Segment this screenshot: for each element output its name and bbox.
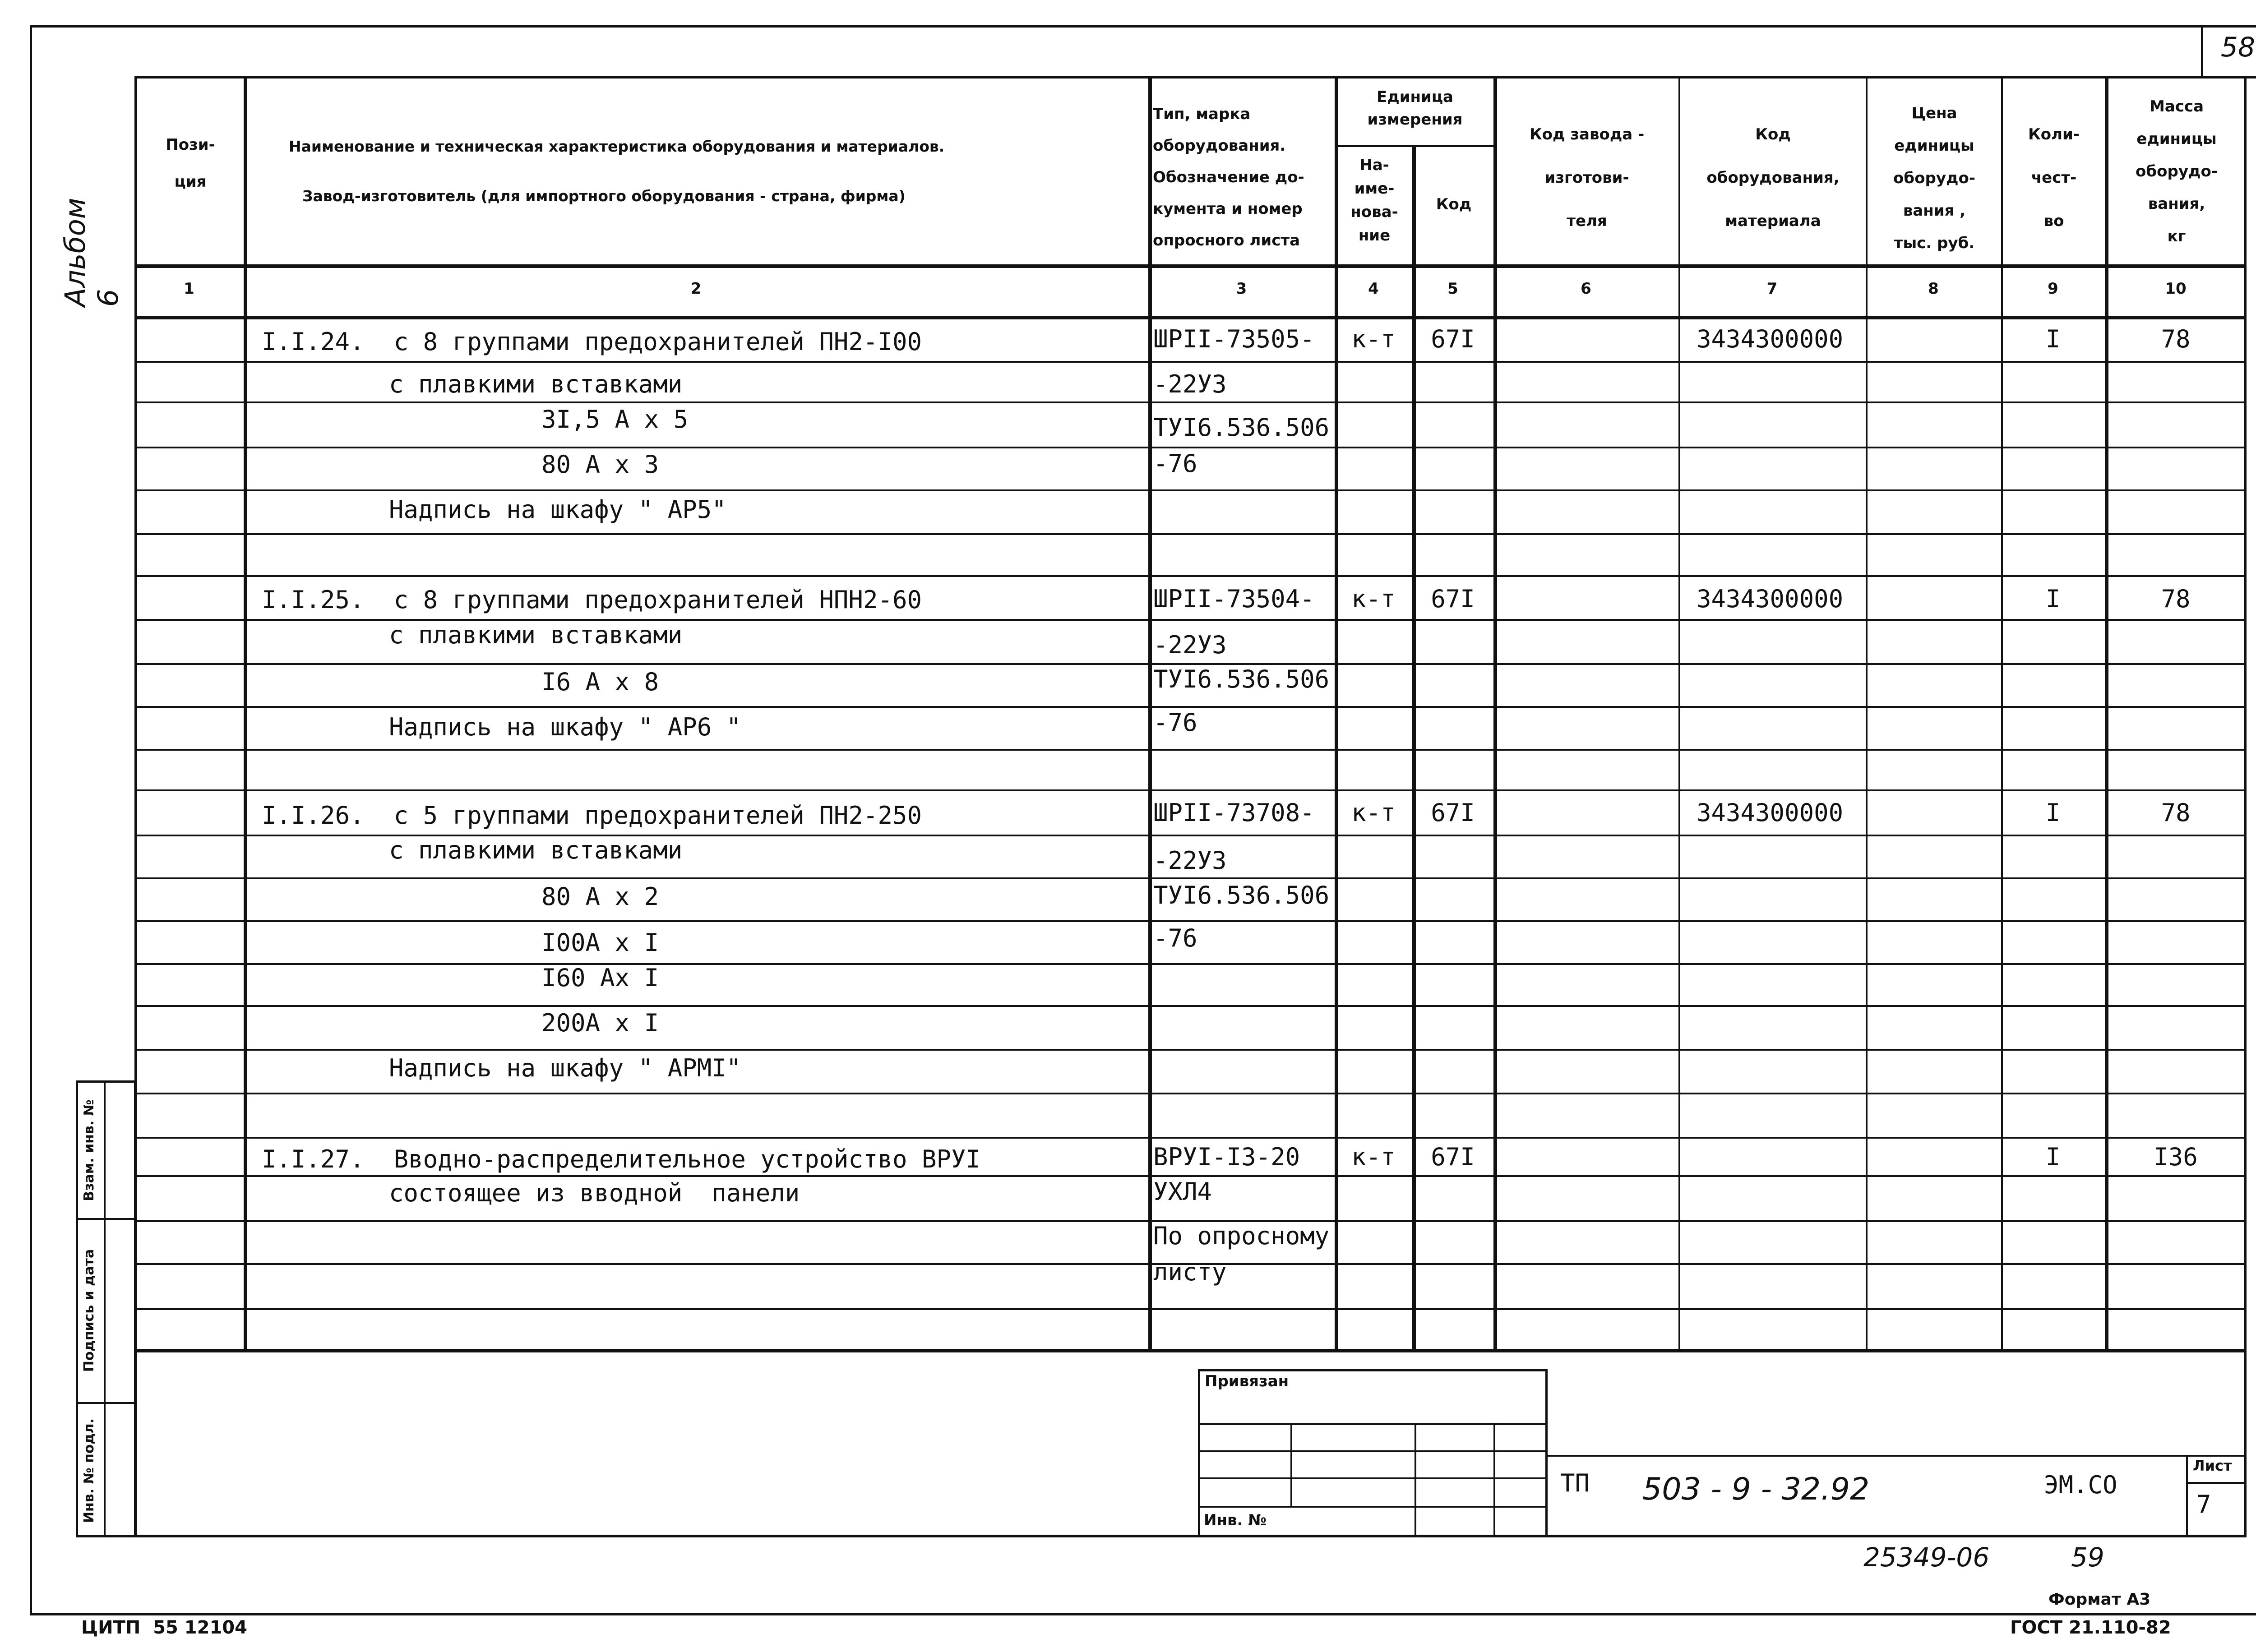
row-name: 80 А х 3 <box>541 450 659 479</box>
row-line <box>134 1049 2247 1051</box>
header-col6: Код завода - изготови- теля <box>1529 125 1645 230</box>
colnum-10: 10 <box>2165 280 2187 298</box>
row-mass: 78 <box>2161 325 2191 353</box>
row-code: 67I <box>1431 798 1475 827</box>
header-col3: Тип, марка оборудования. Обозначение до- кумента и номер опросного листа <box>1153 105 1304 249</box>
row-line <box>134 920 2247 922</box>
table-body-bottom-line <box>134 1349 2247 1352</box>
tb-vline <box>1493 1423 1495 1537</box>
colnum-1: 1 <box>184 280 194 298</box>
row-line <box>134 706 2247 708</box>
side-stamp-line <box>76 1218 136 1220</box>
row-code: 67I <box>1431 585 1475 613</box>
archive-number: 25349-06 <box>1863 1542 1990 1573</box>
row-line <box>134 575 2247 577</box>
header-col10: Масса единицы оборудо- вания, кг <box>2136 97 2218 245</box>
row-line <box>134 963 2247 965</box>
doc-number: 503 - 9 - 32.92 <box>1642 1472 1870 1507</box>
row-qty: I <box>2045 325 2061 353</box>
row-qty: I <box>2045 1143 2061 1171</box>
row-qty: I <box>2045 585 2061 613</box>
tb-vline <box>1415 1423 1416 1537</box>
row-name: Надпись на шкафу " АР5" <box>389 495 726 524</box>
row-line <box>134 1137 2247 1139</box>
row-name: с плавкими вставками <box>389 370 683 398</box>
row-name: состоящее из вводной панели <box>389 1179 800 1207</box>
row-line <box>134 1005 2247 1007</box>
row-unit: к-т <box>1351 325 1396 353</box>
row-unit: к-т <box>1351 585 1396 613</box>
stamp-top-line <box>1548 1455 2247 1457</box>
row-doc: ШРII-73708- <box>1153 798 1315 827</box>
row-name: Надпись на шкафу " АРМI" <box>389 1054 741 1082</box>
header-col1: Пози- ция <box>166 136 215 191</box>
row-doc: -76 <box>1153 924 1197 952</box>
colnum-8: 8 <box>1928 280 1939 298</box>
row-name: с плавкими вставками <box>389 621 683 649</box>
format-label: Формат А3 <box>2048 1590 2151 1609</box>
row-doc: По опросному <box>1153 1222 1330 1250</box>
col-line-2 <box>1148 76 1152 1352</box>
col-line-5 <box>1493 76 1497 1352</box>
row-doc: -22У3 <box>1153 370 1227 398</box>
sheet-cell-split <box>2186 1482 2247 1484</box>
row-name: I6 А х 8 <box>541 668 659 696</box>
row-name: 3I,5 А х 5 <box>541 405 689 434</box>
row-name: I.I.27. Вводно-распределительное устройство ВРУI <box>262 1145 981 1173</box>
row-name: Надпись на шкафу " АР6 " <box>389 713 741 741</box>
stamp-inv-podl: Инв. № подл. <box>81 1418 97 1523</box>
sheet-value: 7 <box>2196 1490 2211 1518</box>
colnum-3: 3 <box>1236 280 1247 298</box>
row-eq-code: 3434300000 <box>1697 585 1844 613</box>
row-doc: -76 <box>1153 449 1197 478</box>
row-doc: ШРII-73505- <box>1153 325 1315 353</box>
colnum-bottom-line <box>134 316 2247 319</box>
row-line <box>134 401 2247 403</box>
row-line <box>134 1093 2247 1094</box>
gost-label: ГОСТ 21.110-82 <box>2010 1617 2171 1638</box>
colnum-2: 2 <box>690 280 702 298</box>
row-doc: -22У3 <box>1153 631 1227 659</box>
row-name: I.I.26. с 5 группами предохранителей ПН2-250 <box>262 801 922 830</box>
row-eq-code: 3434300000 <box>1697 325 1844 353</box>
page-number: 59 <box>2071 1542 2104 1573</box>
row-code: 67I <box>1431 1143 1475 1171</box>
sheet-cell-line <box>2186 1455 2188 1537</box>
col-line-1 <box>244 76 247 1352</box>
album-label: Альбом 6 <box>59 198 125 307</box>
row-name: с плавкими вставками <box>389 836 683 864</box>
row-mass: I36 <box>2154 1143 2198 1171</box>
col-line-6 <box>1678 76 1680 1352</box>
row-name: 80 А х 2 <box>541 882 659 911</box>
row-line <box>134 789 2247 791</box>
section-code: ЭМ.СО <box>2044 1471 2117 1499</box>
row-name: I.I.24. с 8 группами предохранителей ПН2-I00 <box>262 328 922 356</box>
colnum-7: 7 <box>1766 280 1778 298</box>
sheet-label: Лист <box>2193 1457 2232 1474</box>
row-qty: I <box>2045 798 2061 827</box>
row-unit: к-т <box>1351 798 1396 827</box>
row-doc: ШРII-73504- <box>1153 585 1315 613</box>
header-col2: Наименование и техническая характеристика оборудования и материалов. Завод-изготовитель (для импортного оборудования - страна, фирма) <box>289 138 945 205</box>
row-doc: -76 <box>1153 708 1197 737</box>
header-col8: Цена единицы оборудо- вания , тыс. руб. <box>1893 104 1975 252</box>
row-name: I60 Ах I <box>541 964 659 992</box>
row-doc: листу <box>1153 1258 1227 1286</box>
colnum-4: 4 <box>1368 280 1379 298</box>
corner-sheet-number: 58 <box>2220 32 2256 63</box>
row-doc: ТУI6.536.506 <box>1153 413 1330 442</box>
row-line <box>134 447 2247 448</box>
printer-label: ЦИТП 55 12104 <box>81 1617 247 1638</box>
row-line <box>134 489 2247 491</box>
row-line <box>134 877 2247 879</box>
row-code: 67I <box>1431 325 1475 353</box>
row-line <box>134 361 2247 363</box>
row-line <box>134 749 2247 751</box>
row-name: 200А х I <box>541 1009 659 1037</box>
stamp-podpis-data: Подпись и дата <box>81 1249 97 1372</box>
header-col9: Коли- чест- во <box>2028 125 2080 230</box>
row-name: I00А х I <box>541 928 659 957</box>
side-stamp-divider <box>104 1080 106 1537</box>
tp-label: ТП <box>1560 1469 1590 1497</box>
header-col5: Код <box>1436 195 1472 213</box>
row-unit: к-т <box>1351 1143 1396 1171</box>
stamp-vzam-inv: Взам. инв. № <box>81 1099 97 1201</box>
row-doc: ТУI6.536.506 <box>1153 881 1330 909</box>
colnum-5: 5 <box>1447 280 1458 298</box>
row-line <box>134 1175 2247 1177</box>
privyazan-label: Привязан <box>1205 1372 1289 1390</box>
col-line-7 <box>1866 76 1868 1352</box>
tb-vline <box>1290 1423 1292 1506</box>
row-line <box>134 533 2247 535</box>
row-mass: 78 <box>2161 798 2191 827</box>
header-col4: На- име- нова- ние <box>1350 156 1398 245</box>
row-mass: 78 <box>2161 585 2191 613</box>
row-eq-code: 3434300000 <box>1697 798 1844 827</box>
inv-no-label: Инв. № <box>1204 1511 1267 1529</box>
header-bottom-line <box>134 264 2247 268</box>
header-col7: Код оборудования, материала <box>1706 125 1840 230</box>
row-name: I.I.25. с 8 группами предохранителей НПН2-60 <box>262 586 922 614</box>
row-doc: -22У3 <box>1153 846 1227 875</box>
colnum-9: 9 <box>2048 280 2058 298</box>
row-doc: УХЛ4 <box>1153 1177 1212 1206</box>
colnum-6: 6 <box>1581 280 1591 298</box>
header-unit: Единица измерения <box>1367 88 1463 129</box>
row-doc: ТУI6.536.506 <box>1153 665 1330 693</box>
row-doc: ВРУI-I3-20 <box>1153 1143 1300 1171</box>
row-line <box>134 1308 2247 1310</box>
